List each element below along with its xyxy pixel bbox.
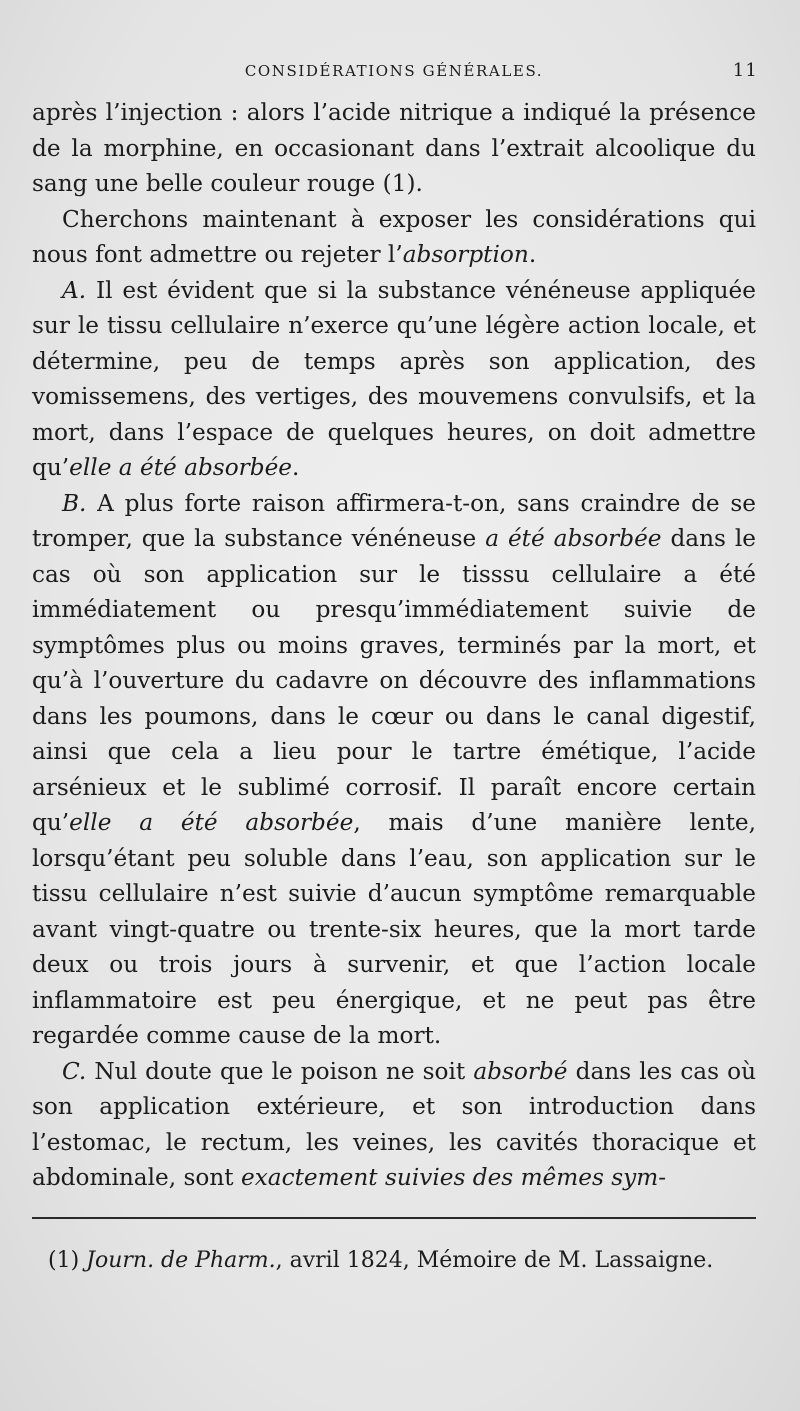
section-mark-c: C. bbox=[62, 1057, 87, 1085]
paragraph-a-italic: elle a été absorbée bbox=[69, 454, 293, 481]
paragraph-1 bbox=[32, 95, 756, 202]
paragraph-b-italic-2: elle a été absorbée bbox=[69, 809, 354, 836]
paragraph-a-end: . bbox=[292, 454, 300, 481]
section-mark-b: B. bbox=[62, 489, 87, 517]
paragraph-2-end: . bbox=[528, 241, 537, 268]
paragraph-b bbox=[32, 486, 756, 1054]
paragraph-b-text-1: A plus forte raison affirmera-t-on, sans craindre de se tromper, que la substance vénéneuse bbox=[32, 489, 756, 552]
paragraph-b-italic-1: a été absorbée bbox=[485, 525, 662, 552]
paragraph-c-text-2: dans les cas où son application extérieure, et son introduction dans l’estomac, le rectum, les veines, les cavités thoracique et abdominale, sont bbox=[32, 1057, 757, 1191]
paragraph-c-text-1: Nul doute que le poison ne soit bbox=[86, 1057, 474, 1085]
paragraph-1-text: après l’injection : alors l’acide nitrique a indiqué la présence de la morphine, en occasionant dans l’extrait alcoolique du sang une belle couleur rouge (1). bbox=[32, 99, 756, 197]
paragraph-a bbox=[32, 273, 756, 486]
page-header bbox=[30, 58, 758, 88]
page-number: 11 bbox=[732, 60, 758, 81]
paragraph-a-text: Il est évident que si la substance vénéneuse appliquée sur le tissu cellulaire n’exerce qu’une légère action locale, et détermine, peu de temps après son application, des vomissemens, des vertiges, des mouvemens convulsifs, et la mort, dans l’espace de quelques heures, on doit admettre qu’ bbox=[32, 276, 756, 481]
paragraph-b-text-2: dans le cas où son application sur le tisssu cellulaire a été immédiatement ou presqu’immédiatement suivie de symptômes plus ou moins graves, terminés par la mort, et qu’à l’ouverture du cadavre on découvre des inflammations dans les poumons, dans le cœur ou dans le canal digestif, ainsi que cela a lieu pour le tartre émétique, l’acide arsénieux et le sublimé corrosif. Il paraît encore certain qu’ bbox=[32, 525, 757, 836]
paragraph-2 bbox=[32, 202, 756, 273]
footnote bbox=[32, 1243, 756, 1279]
paragraph-b-text-3: , mais d’une manière lente, lorsqu’étant peu soluble dans l’eau, son application sur le tissu cellulaire n’est suivie d’aucun symptôme remarquable avant vingt-quatre ou trente-six heures, que la mort tarde deux ou trois jours à survenir, et que l’action locale inflammatoire est peu énergique, et ne peut pas être regardée comme cause de la mort. bbox=[32, 809, 756, 1049]
paragraph-c-italic-2: exactement suivies des mêmes sym- bbox=[241, 1164, 667, 1191]
footnote-source: Journ. de Pharm. bbox=[86, 1248, 276, 1273]
paragraph-c-italic-1: absorbé bbox=[473, 1057, 568, 1085]
section-mark-a: A. bbox=[62, 276, 87, 304]
running-title: CONSIDÉRATIONS GÉNÉRALES. bbox=[244, 62, 544, 80]
footnote-number: (1) bbox=[48, 1248, 87, 1273]
absorption-term: absorption bbox=[402, 241, 529, 268]
body-text bbox=[32, 95, 756, 1196]
paragraph-c bbox=[32, 1054, 756, 1196]
footnote-text bbox=[32, 1243, 756, 1279]
footnote-rule bbox=[32, 1217, 756, 1219]
footnote-rest: , avril 1824, Mémoire de M. Lassaigne. bbox=[275, 1248, 714, 1273]
paragraph-2-text: Cherchons maintenant à exposer les considérations qui nous font admettre ou rejeter l’ bbox=[32, 205, 756, 268]
